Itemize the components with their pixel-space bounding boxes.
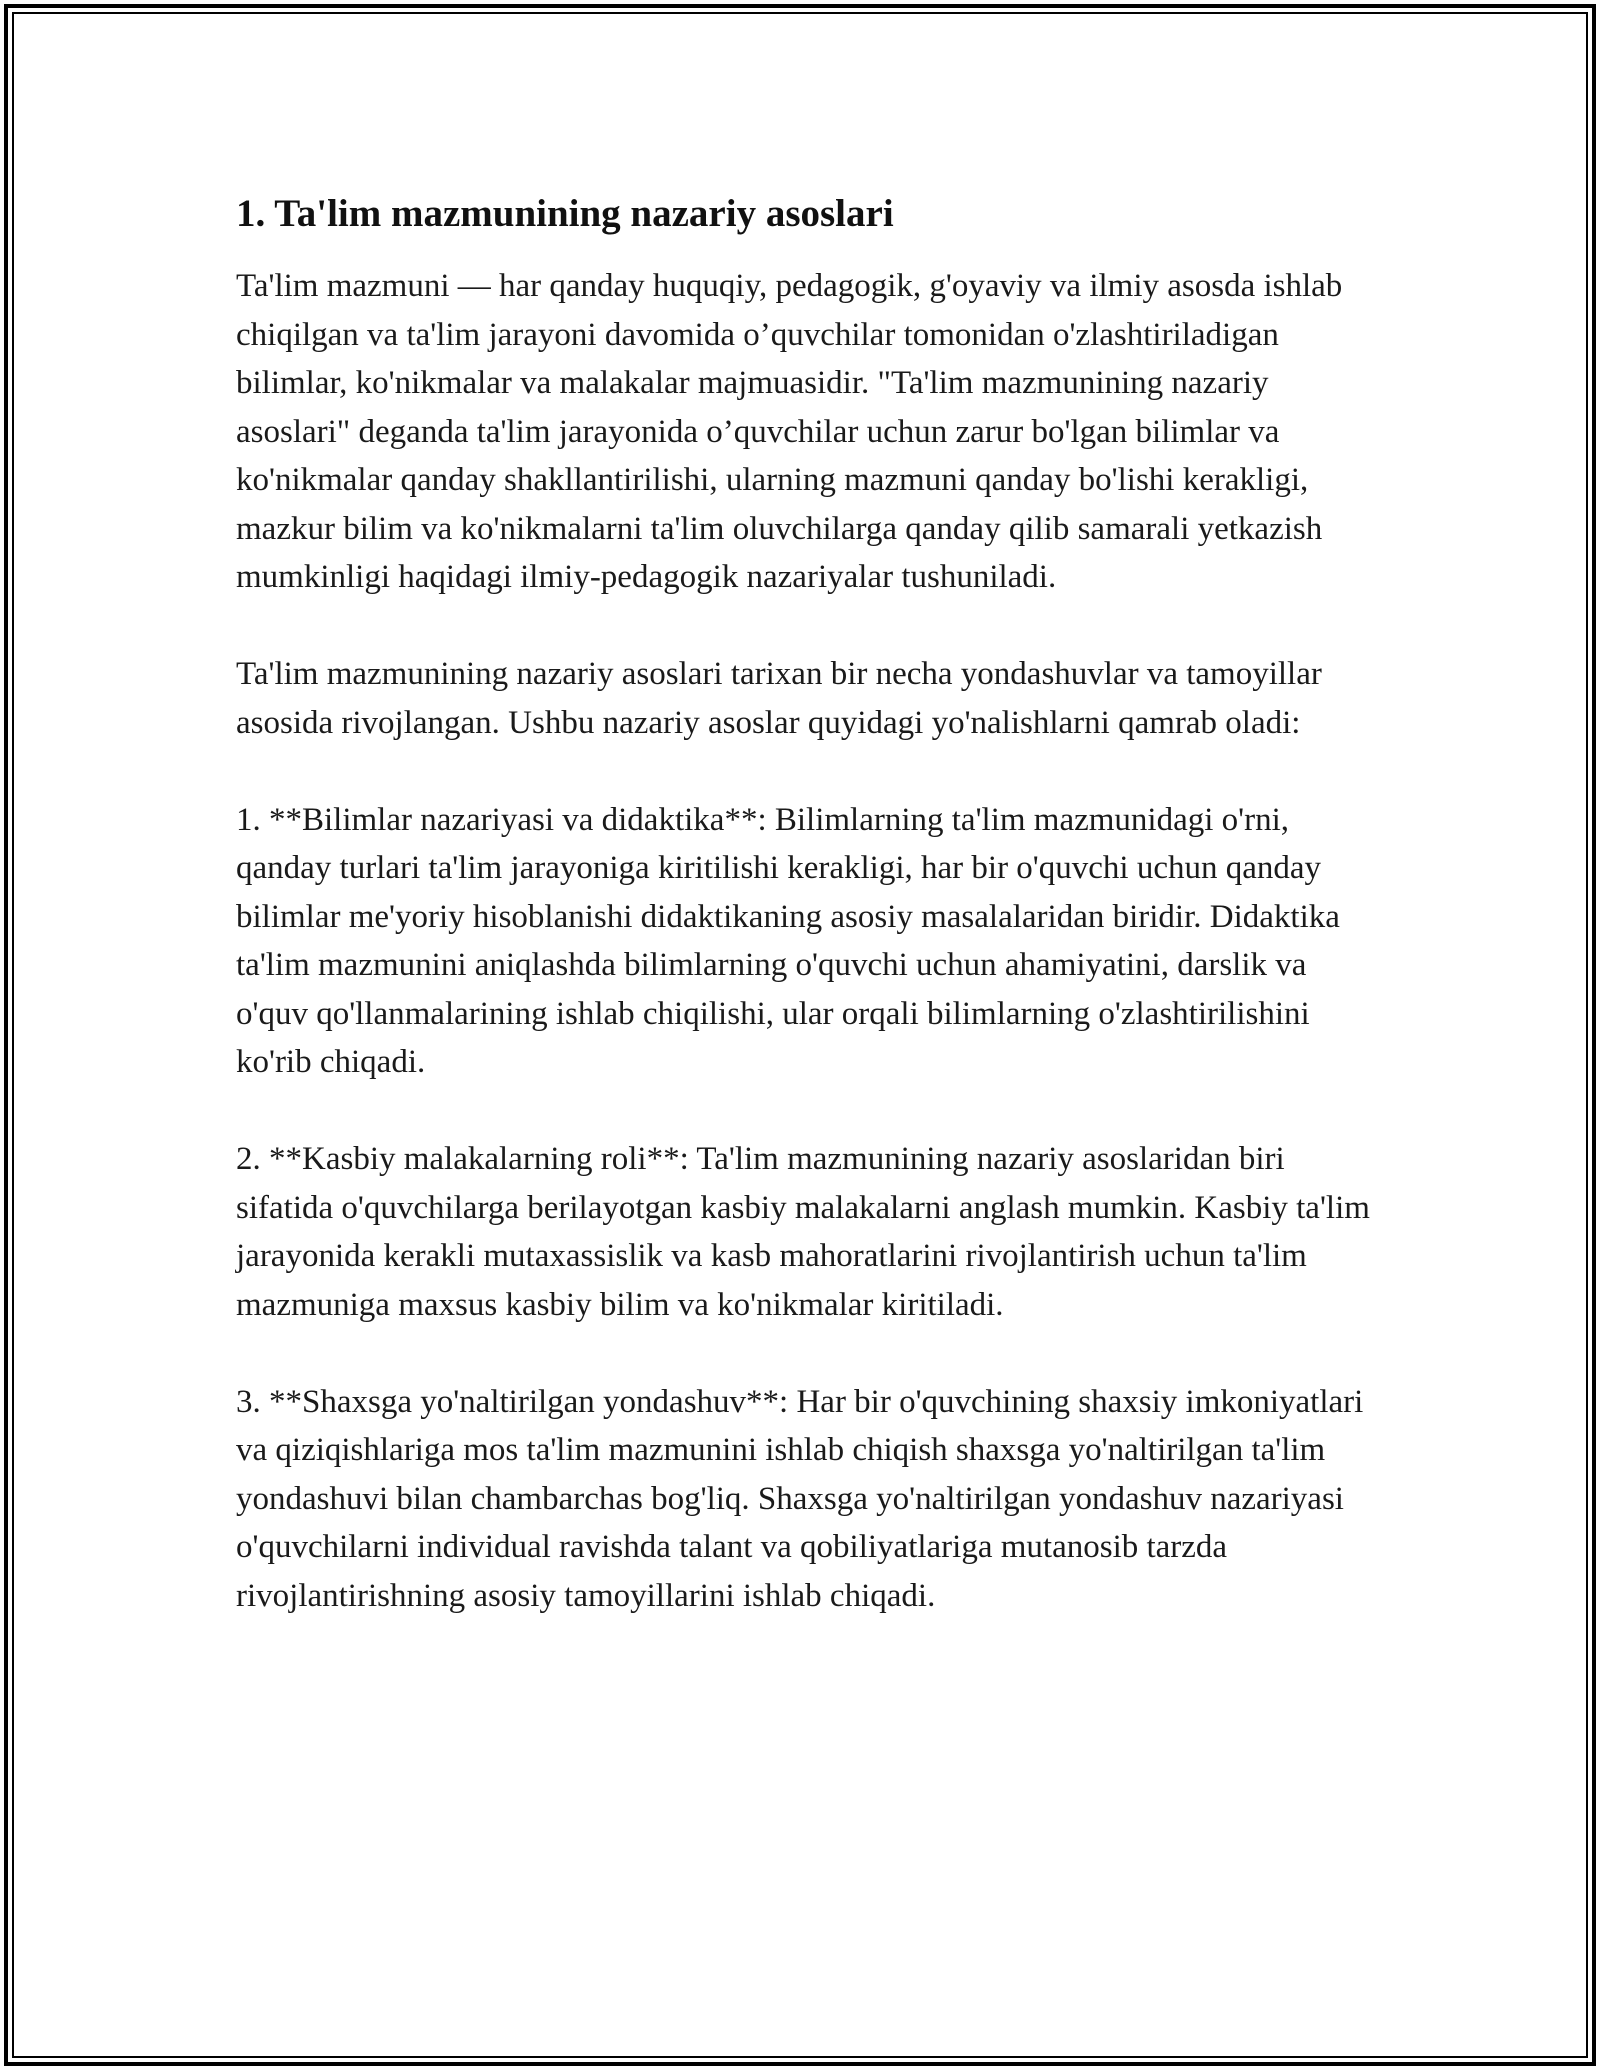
document-body bbox=[236, 188, 1376, 1620]
paragraph-intro: Ta'lim mazmunining nazariy asoslari tarixan bir necha yondashuvlar va tamoyillar asosida rivojlangan. Ushbu nazariy asoslar quyidagi yo'nalishlarni qamrab oladi: bbox=[236, 656, 1322, 741]
paragraph-point-3: 3. **Shaxsga yo'naltirilgan yondashuv**: Har bir o'quvchining shaxsiy imkoniyatlari va qiziqishlariga mos ta'lim mazmunini ishlab chiqish shaxsga yo'naltirilgan ta'lim yondashuvi bilan chambarchas bog'liq. Shaxsga yo'naltirilgan yondashuv nazariyasi o'quvchilarni individual ravishda talant va qobiliyatlariga mutanosib tarzda rivojlantirishning asosiy tamoyillarini ishlab chiqadi. bbox=[236, 1383, 1364, 1614]
paragraph-point-2: 2. **Kasbiy malakalarning roli**: Ta'lim mazmunining nazariy asoslaridan biri sifatida o'quvchilarga berilayotgan kasbiy malakalarni anglash mumkin. Kasbiy ta'lim jarayonida kerakli mutaxassislik va kasb mahoratlarini rivojlantirish uchun ta'lim mazmuniga maxsus kasbiy bilim va ko'nikmalar kiritiladi. bbox=[236, 1141, 1370, 1323]
paragraph-point-1: 1. **Bilimlar nazariyasi va didaktika**: Bilimlarning ta'lim mazmunidagi o'rni, qanday turlari ta'lim jarayoniga kiritilishi kerakligi, har bir o'quvchi uchun qanday bilimlar me'yoriy hisoblanishi didaktikaning asosiy masalalaridan biridir. Didaktika ta'lim mazmunini aniqlashda bilimlarning o'quvchi uchun ahamiyatini, darslik va o'quv qo'llanmalarining ishlab chiqilishi, ular orqali bilimlarning o'zlashtirilishini ko'rib chiqadi. bbox=[236, 801, 1340, 1080]
paragraph-definition: Ta'lim mazmuni — har qanday huquqiy, pedagogik, g'oyaviy va ilmiy asosda ishlab chiqilgan va ta'lim jarayoni davomida o’quvchilar tomonidan o'zlashtiriladigan bilimlar, ko'nikmalar va malakalar majmuasidir. "Ta'lim mazmunining nazariy asoslari" deganda ta'lim jarayonida o’quvchilar uchun zarur bo'lgan bilimlar va ko'nikmalar qanday shakllantirilishi, ularning mazmuni qanday bo'lishi kerakligi, mazkur bilim va ko'nikmalarni ta'lim oluvchilarga qanday qilib samarali yetkazish mumkinligi haqidagi ilmiy-pedagogik nazariyalar tushuniladi. bbox=[236, 268, 1343, 595]
section-heading: 1. Ta'lim mazmunining nazariy asoslari bbox=[236, 192, 894, 235]
